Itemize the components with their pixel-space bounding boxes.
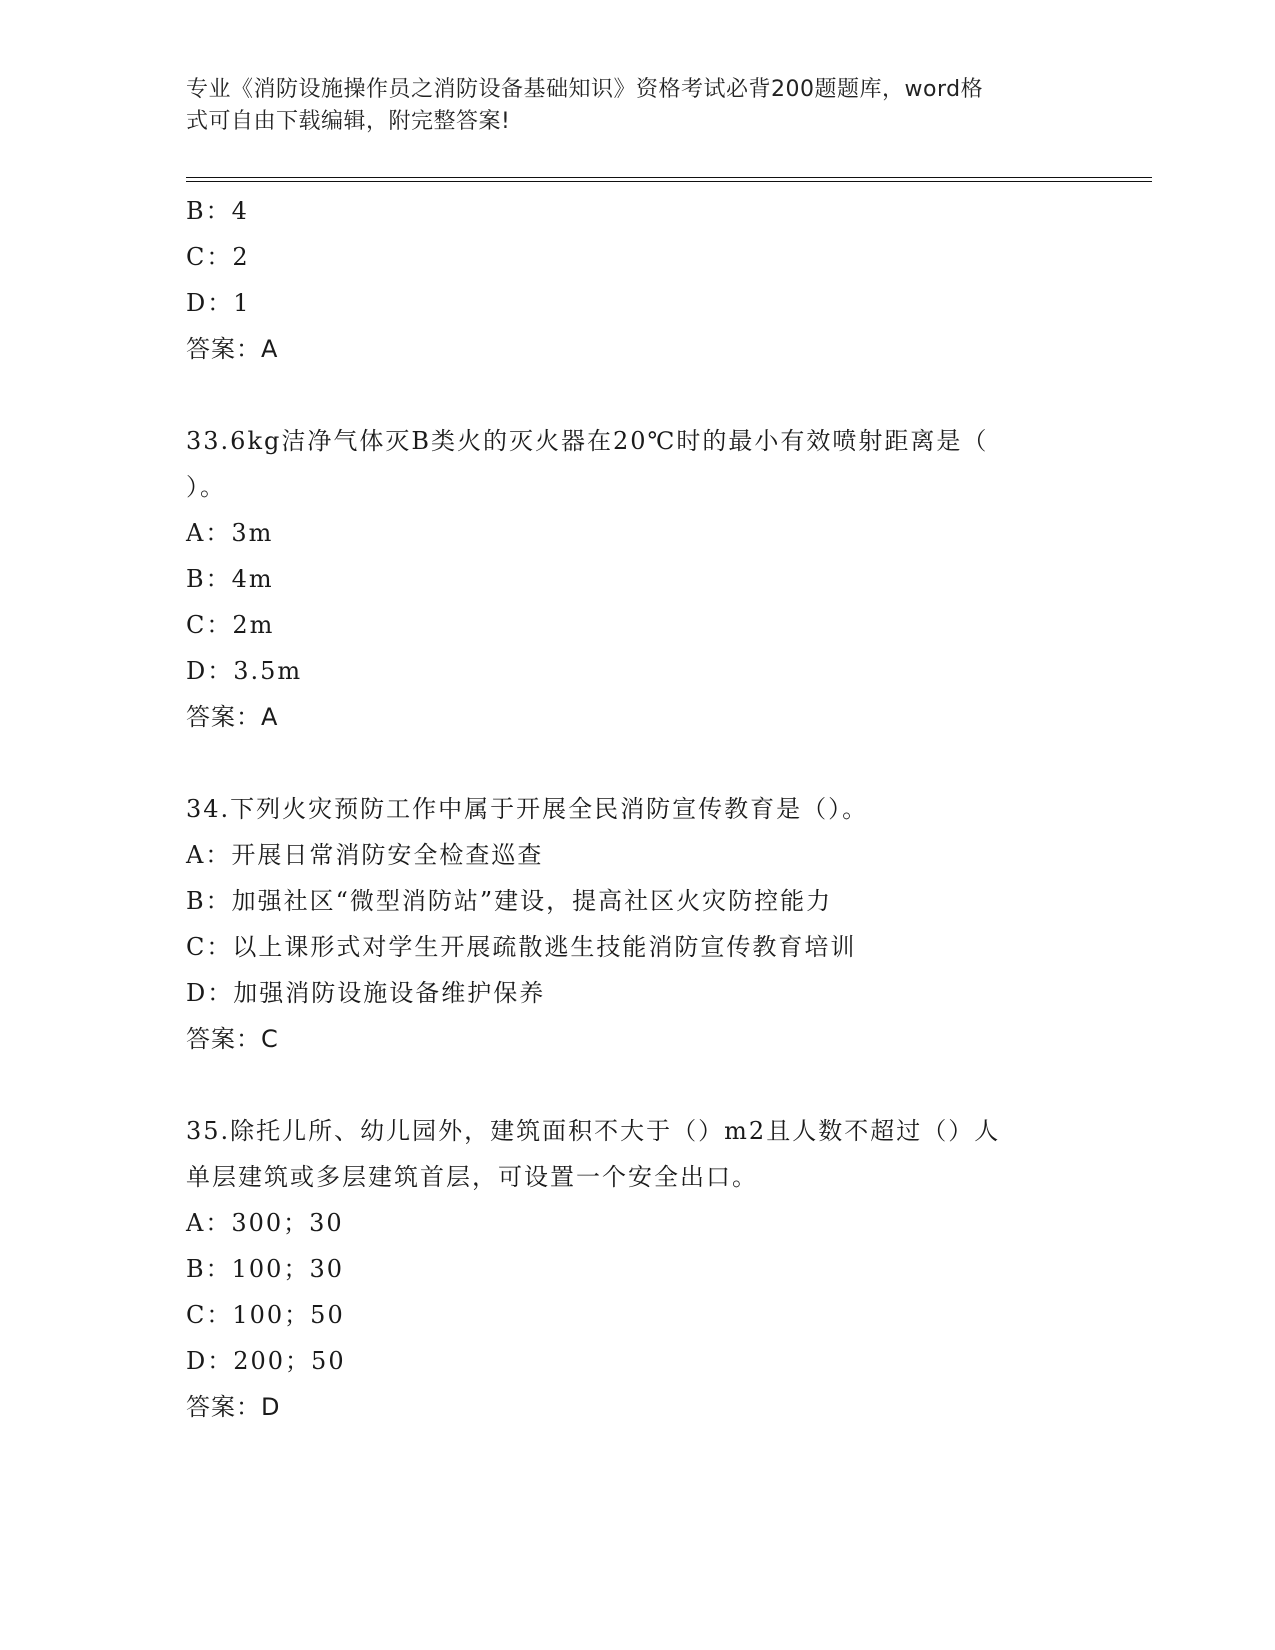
answer-line: 答案：C: [186, 1025, 279, 1053]
question-stem-continued: 单层建筑或多层建筑首层，可设置一个安全出口。: [186, 1163, 758, 1191]
spacer: [186, 740, 1086, 786]
question-block-33: [186, 418, 1086, 740]
answer-line: 答案：A: [186, 335, 279, 363]
question-stem-continued: ）。: [186, 473, 226, 501]
option-b: B：4m: [186, 565, 274, 593]
option-c: C：以上课形式对学生开展疏散逃生技能消防宣传教育培训: [186, 933, 857, 961]
header-divider-bottom: [186, 181, 1152, 182]
question-block-prev: [186, 188, 1086, 372]
option-d: D：加强消防设施设备维护保养: [186, 979, 546, 1007]
spacer: [186, 372, 1086, 418]
option-c: C：2: [186, 243, 250, 271]
option-b: B：4: [186, 197, 249, 225]
option-a: A：300；30: [186, 1209, 344, 1237]
option-b: B：100；30: [186, 1255, 344, 1283]
question-stem: 34.下列火灾预防工作中属于开展全民消防宣传教育是（）。: [186, 795, 869, 823]
question-block-34: [186, 786, 1086, 1062]
question-block-35: [186, 1108, 1086, 1430]
option-d: D：1: [186, 289, 251, 317]
answer-line: 答案：A: [186, 703, 279, 731]
option-a: A：3m: [186, 519, 274, 547]
header-line-1: 专业《消防设施操作员之消防设备基础知识》资格考试必背200题题库，word格: [186, 77, 984, 102]
question-stem: 35.除托儿所、幼儿园外，建筑面积不大于（）m2且人数不超过（）人: [186, 1117, 1001, 1145]
option-a: A：开展日常消防安全检查巡查: [186, 841, 544, 869]
answer-line: 答案：D: [186, 1393, 281, 1421]
option-d: D：200；50: [186, 1347, 346, 1375]
spacer: [186, 1062, 1086, 1108]
option-d: D：3.5m: [186, 657, 303, 685]
header-divider-top: [186, 177, 1152, 178]
header-line-2: 式可自由下载编辑，附完整答案!: [186, 109, 511, 134]
document-body: [186, 188, 1086, 1430]
option-c: C：2m: [186, 611, 275, 639]
document-header: [186, 74, 1066, 138]
question-stem: 33.6kg洁净气体灭B类火的灭火器在20℃时的最小有效喷射距离是（: [186, 427, 989, 455]
option-c: C：100；50: [186, 1301, 345, 1329]
option-b: B：加强社区“微型消防站”建设，提高社区火灾防控能力: [186, 887, 833, 915]
